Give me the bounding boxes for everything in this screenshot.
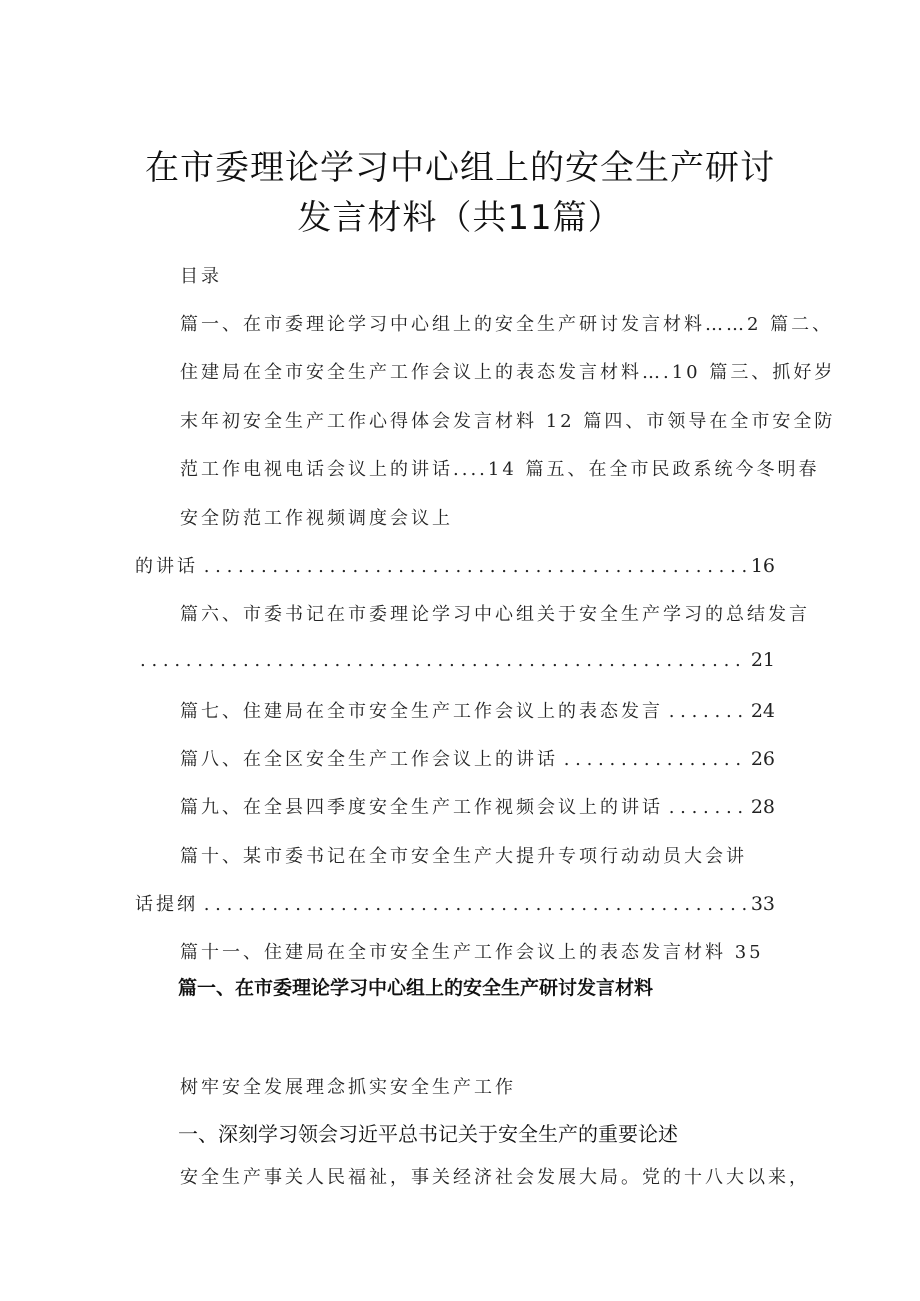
article-heading-1: 一、深刻学习领会习近平总书记关于安全生产的重要论述 — [178, 1122, 678, 1146]
toc-entry-8-page: 26 — [750, 748, 775, 770]
toc-entry-5-page: 16 — [750, 555, 775, 577]
toc-entry-6-text[interactable]: 篇六、市委书记在市委理论学习中心组关于安全生产学习的总结发言 — [180, 604, 810, 625]
toc-entry-6-leader — [140, 649, 775, 671]
toc-entry-6-dots — [140, 650, 747, 671]
article-paragraph-1: 安全生产事关人民福祉，事关经济社会发展大局。党的十八大以来， — [180, 1167, 810, 1188]
toc-entry-8-text: 篇八、在全区安全生产工作会议上的讲话 . . . — [180, 745, 747, 771]
toc-line-1: 篇一、在市委理论学习中心组上的安全生产研讨发言材料……2 篇二、 — [180, 314, 834, 335]
toc-entry-9[interactable] — [180, 793, 775, 819]
toc-entry-7-page: 24 — [750, 700, 775, 722]
toc-line-2: 住建局在全市安全生产工作会议上的表态发言材料….10 篇三、抓好岁 — [180, 362, 836, 383]
toc-line-5: 安全防范工作视频调度会议上 — [180, 508, 453, 529]
toc-entry-11[interactable]: 篇十一、住建局在全市安全生产工作会议上的表态发言材料 35 — [180, 942, 764, 963]
toc-entry-5[interactable] — [135, 552, 775, 578]
toc-entry-10-leader — [135, 890, 775, 916]
toc-entry-9-page: 28 — [750, 796, 775, 818]
toc-line-4: 范工作电视电话会议上的讲话....14 篇五、在全市民政系统今冬明春 — [180, 459, 820, 480]
toc-entry-10-text-2: 话提纲 . . . — [135, 890, 747, 916]
document-title-line1: 在市委理论学习中心组上的安全生产研讨 — [145, 148, 775, 188]
document-title-line2: 发言材料（共11篇） — [297, 198, 623, 238]
toc-entry-6-page: 21 — [750, 649, 775, 671]
toc-entry-5-text: 的讲话 . . . — [135, 552, 747, 578]
toc-entry-7-text: 篇七、住建局在全市安全生产工作会议上的表态发言 . . . — [180, 697, 747, 723]
toc-entry-7[interactable] — [180, 697, 775, 723]
toc-entry-9-text: 篇九、在全县四季度安全生产工作视频会议上的讲话 . . . — [180, 793, 747, 819]
toc-line-3: 末年初安全生产工作心得体会发言材料 12 篇四、市领导在全市安全防 — [180, 411, 836, 432]
toc-entry-10-text[interactable]: 篇十、某市委书记在全市安全生产大提升专项行动动员大会讲 — [180, 846, 747, 867]
toc-entry-10-page: 33 — [750, 893, 775, 915]
toc-entry-8[interactable] — [180, 745, 775, 771]
toc-label: 目录 — [180, 266, 222, 287]
section-heading: 篇一、在市委理论学习中心组上的安全生产研讨发言材料 — [178, 977, 654, 999]
article-subtitle: 树牢安全发展理念抓实安全生产工作 — [180, 1077, 516, 1098]
